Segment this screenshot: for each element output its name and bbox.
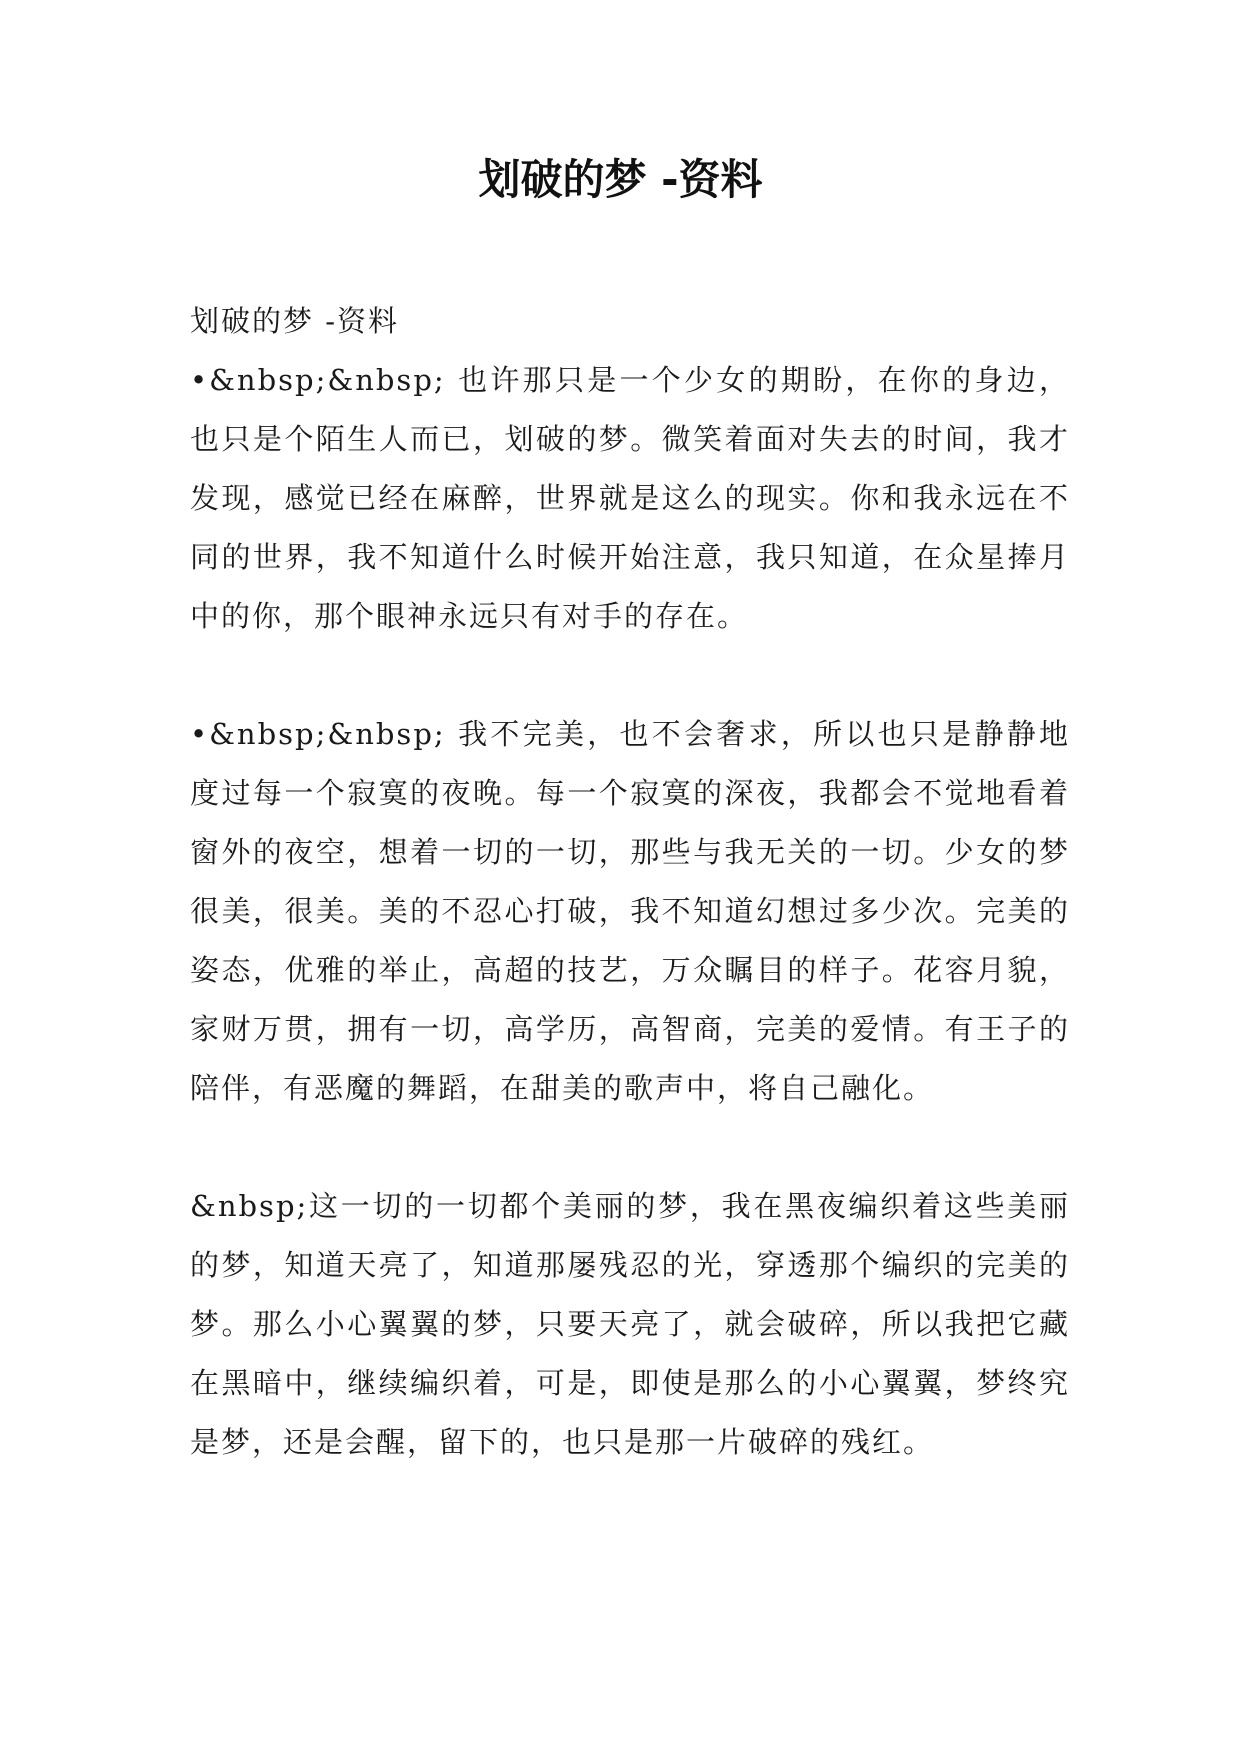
paragraph: •&nbsp;&nbsp; 我不完美，也不会奢求，所以也只是静静地度过每一个寂寞的夜晚。每一个寂寞的深夜，我都会不觉地看着窗外的夜空，想着一切的一切，那些与我无关的一切。少女的梦很美，很美。美的不忍心打破，我不知道幻想过多少次。完美的姿态，优雅的举止，高超的技艺，万众瞩目的样子。花容月貌，家财万贯，拥有一切，高学历，高智商，完美的爱情。有王子的陪伴，有恶魔的舞蹈，在甜美的歌声中，将自己融化。 <box>190 717 1070 1105</box>
paragraph: &nbsp;这一切的一切都个美丽的梦，我在黑夜编织着这些美丽的梦，知道天亮了，知道那屡残忍的光，穿透那个编织的完美的梦。那么小心翼翼的梦，只要天亮了，就会破碎，所以我把它藏在黑暗中，继续编织着，可是，即使是那么的小心翼翼，梦终究是梦，还是会醒，留下的，也只是那一片破碎的残红。 <box>190 1189 1070 1459</box>
paragraph: •&nbsp;&nbsp; 也许那只是一个少女的期盼，在你的身边，也只是个陌生人而已，划破的梦。微笑着面对失去的时间，我才发现，感觉已经在麻醉，世界就是这么的现实。你和我永远在不同的世界，我不知道什么时候开始注意，我只知道，在众星捧月中的你，那个眼神永远只有对手的存在。 <box>190 363 1070 633</box>
document-title: 划破的梦 -资料 <box>478 155 763 204</box>
document-subtitle: 划破的梦 -资料 <box>190 304 400 338</box>
document-body <box>190 292 1070 1472</box>
